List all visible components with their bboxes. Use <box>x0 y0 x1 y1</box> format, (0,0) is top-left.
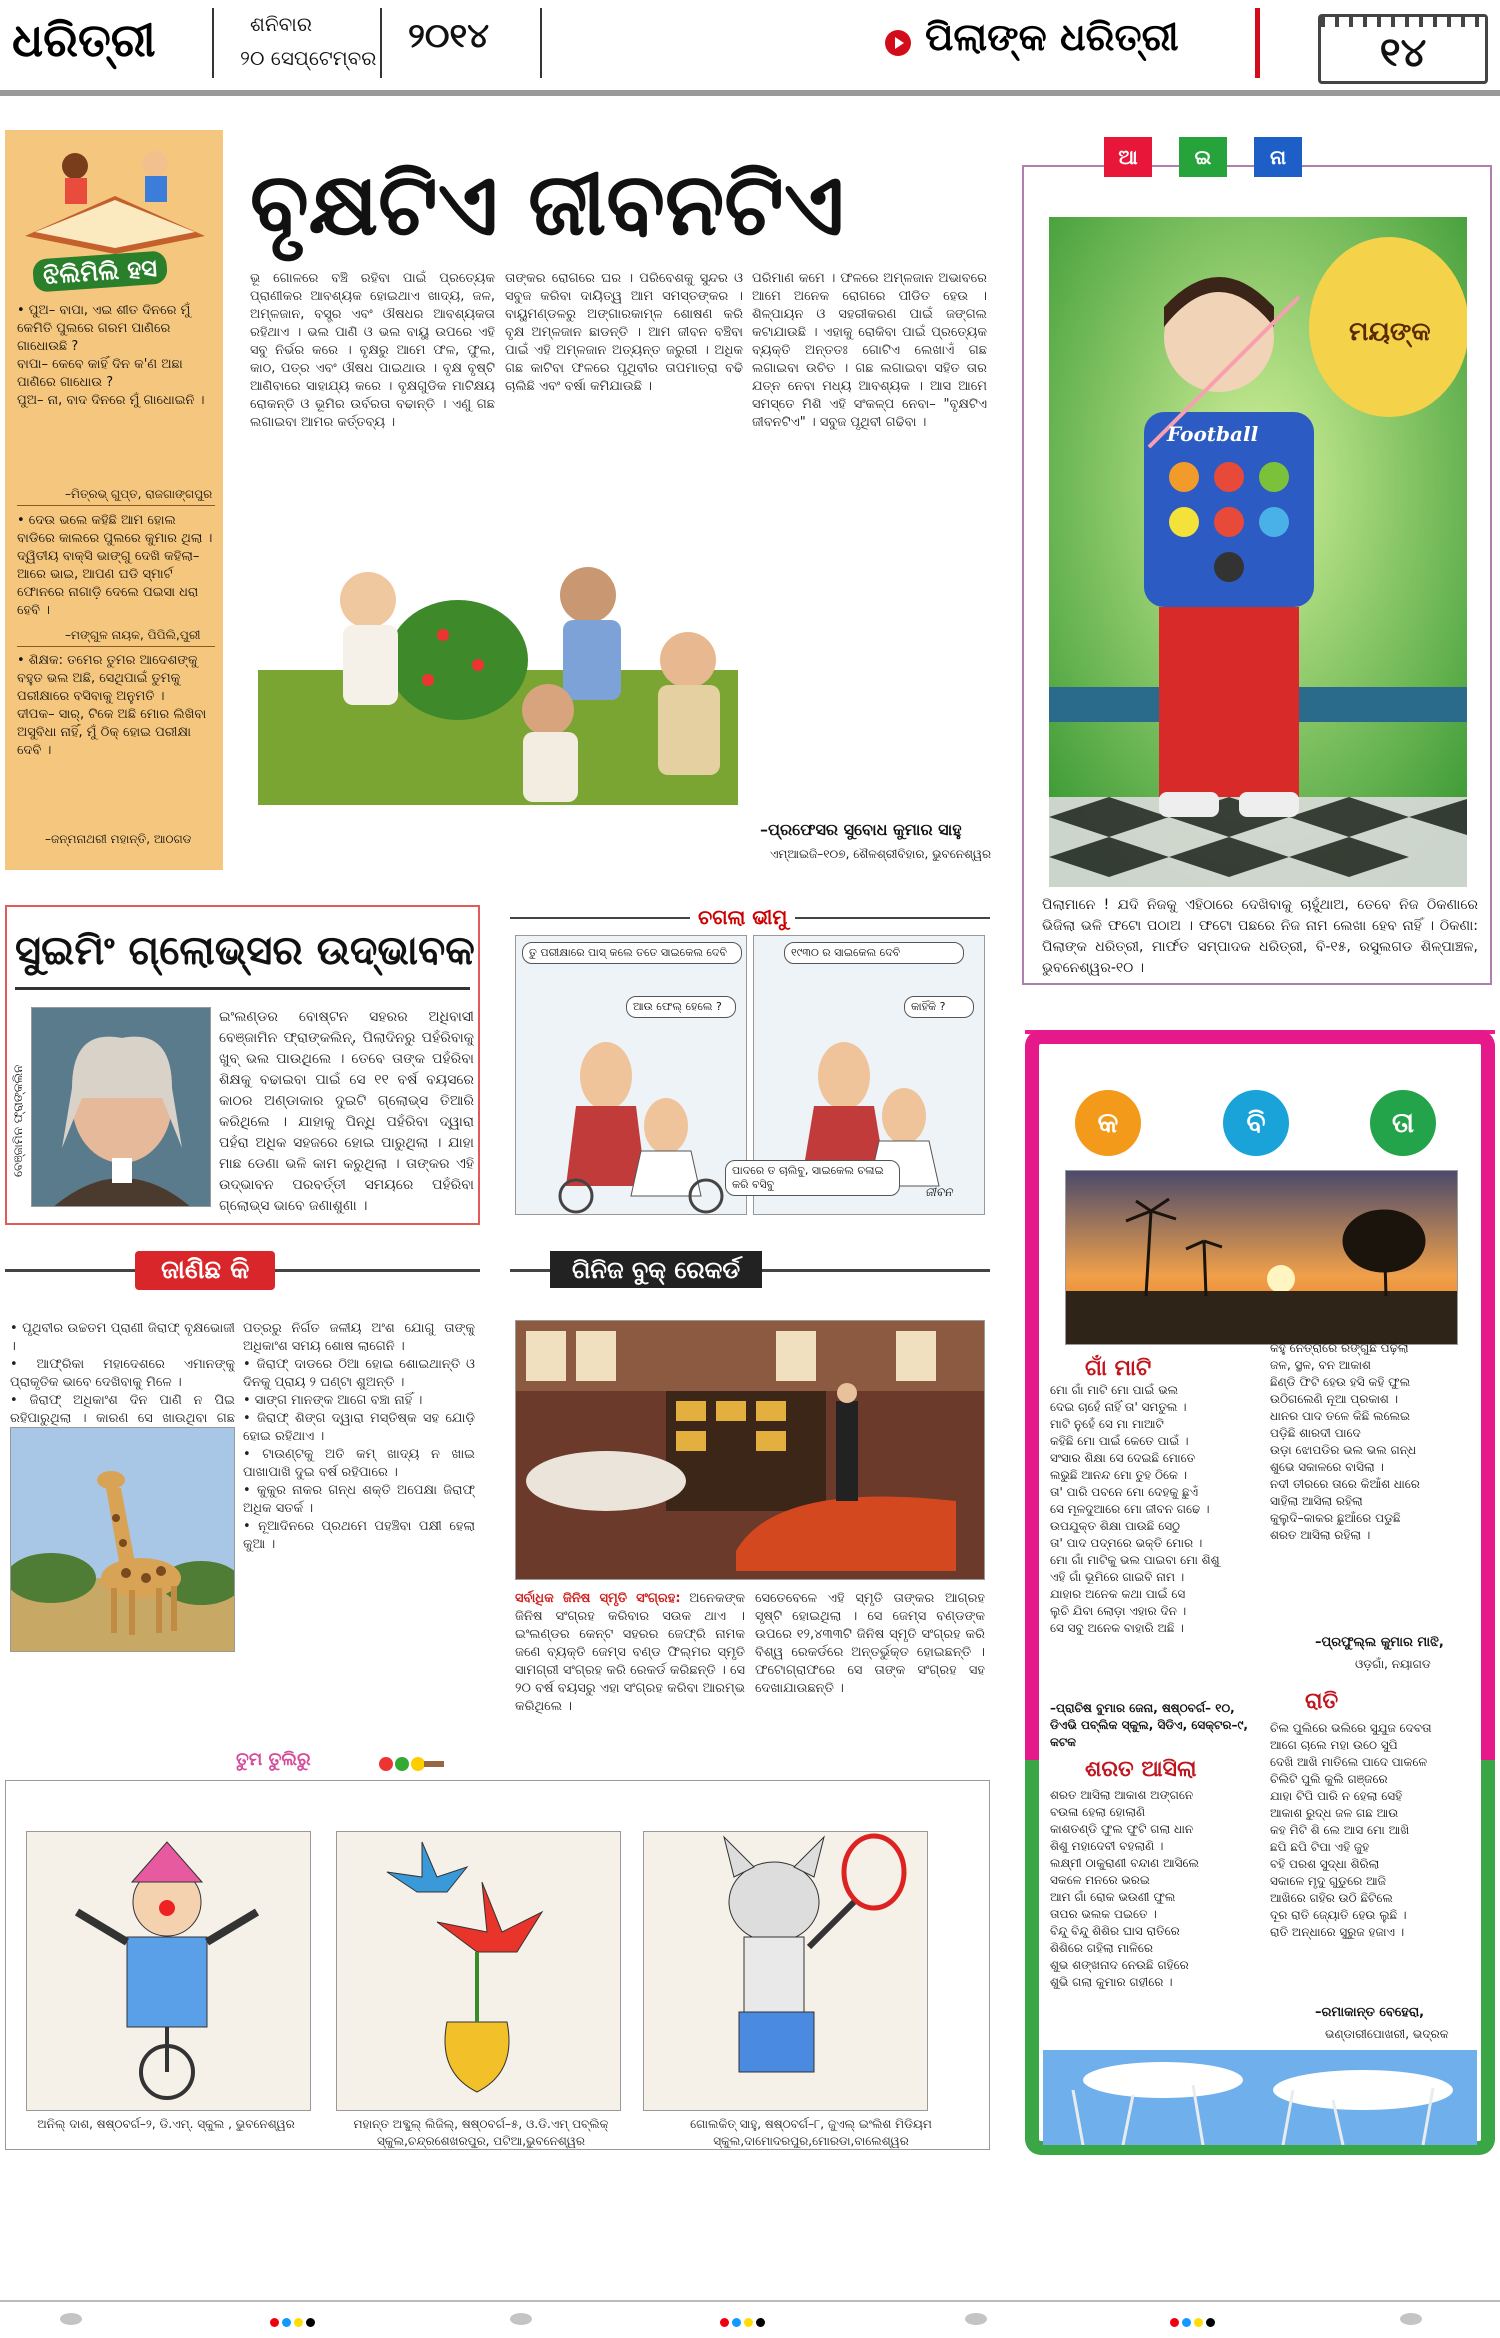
registration-mark <box>510 2313 532 2325</box>
masthead-day: ଶନିବାର <box>250 12 313 36</box>
poem-1-col-2: କହୁ ନେତ୍ରାରେ ରଙ୍ଗୁଛି ପଢ଼ିଲା ଜଳ, ସ୍ଥଳ, ବନ ଆକାଶ ଛିଣ୍ଡି ଫିଟି ହେଉ ହସି କହି ଫୁଲ ଉଠିଗଲେଣି ନୂଆ ପ୍ରକାଶ । ଧାନର ପାଦ ତଳେ କିଛି ଲଲେଇ ପଡ଼ିଛି ଶାରଦୀ ପାଦେ ଉଡ଼ା ଝୋପଡିର ଭଲ ଭଲ ଗନ୍ଧ ଶୁଭେ ସକାଳରେ ବାସିଲା । ନଦୀ ତୀରରେ ତାରେ କିଆଁଶ ଧାରେ ସାହିଲା ଆସିଲା ରହିଲା କୁଲୁଦି–କାକର ଛୁଆଁରେ ପଡୁଛି ଶରତ ଆସିଲା ରହିଲା । <box>1270 1341 1420 1542</box>
child-photo <box>1049 217 1467 887</box>
poem-1-title: ଗାଁ ମାଟି <box>1085 1355 1152 1381</box>
drawing-credit-3: ଗୋଲକିତ୍ ସାହୁ, ଷଷ୍ଠବର୍ଗ–୮, ଜୁଏଲ୍ ଇଂଲିଶ ମିଡିୟମ ସ୍କୁଲ,ଦାମୋଦରପୁର,ମୋରଡା,ବାଲେଶ୍ୱର <box>690 2117 932 2148</box>
inventor-headline: ସୁଇମିଂ ଗ୍ଲୋଭ୍ସର ଉଦ୍ଭାବକ <box>15 927 475 974</box>
bond-collection-photo <box>515 1320 985 1580</box>
jokes-panel <box>5 130 223 870</box>
aina-letter-3: ନା <box>1254 137 1302 177</box>
aina-letter-2: ଇ <box>1179 137 1227 177</box>
joke-3-credit: –ଜନ୍ମନାଥରୀ ମହାନ୍ତି, ଆଠଗଡ <box>45 832 192 846</box>
cartoon-bubble-3: ୧୯୩୦ ର ସାଇକେଲ ଦେବି <box>784 942 964 964</box>
guinness-col-1: ସର୍ବାଧିକ ଜିନିଷ ସ୍ମୃତି ସଂଗ୍ରହ: ଅନେକଙ୍କ ଜିନିଷ ସଂଗ୍ରହ କରିବାର ସଉକ ଥାଏ । ଇଂଲଣ୍ଡର କେନ୍ଟ ସହରର ଜେଫ୍ରି ନାମକ ଜଣେ ବ୍ୟକ୍ତି ଜେମ୍ସ ବଣ୍ଡ ଫିଲ୍ମର ସ୍ମୃତି ସାମଗ୍ରୀ ସଂଗ୍ରହ କରି ରେକର୍ଡ କରିଛନ୍ତି । ସେ ୨୦ ବର୍ଷ ବୟସରୁ ଏହା ସଂଗ୍ରହ କରିବା ଆରମ୍ଭ କରିଥିଲେ । <box>515 1591 745 1714</box>
joke-1: • ପୁଅ– ବାପା, ଏଇ ଶୀତ ଦିନରେ ମୁଁ କେମିତି ପୁଲରେ ଗରମ ପାଣିରେ ଗାଧୋଉଛି ? ବାପା– କେବେ କାହିଁ ଦିନ କ'ଣ ଅଛା ପାଣିରେ ଗାଧୋଉ ? ପୁଅ– ନା, ବାଦ ଦିନରେ ମୁଁ ଗାଧୋଇନି । <box>17 303 205 408</box>
poem-panel <box>1025 1030 1495 2155</box>
page-number: ୧୪ <box>1379 29 1427 76</box>
kabita-letter-1: କ <box>1075 1090 1141 1156</box>
poem-1-credit-address: ଓଡ଼ଗାଁ, ନୟାଗଡ <box>1355 1657 1431 1671</box>
masthead-logo: ଧରିତ୍ରୀ <box>12 13 156 67</box>
drawings-section <box>5 1749 990 2150</box>
guinness-lead: ସର୍ବାଧିକ ଜିନିଷ ସ୍ମୃତି ସଂଗ୍ରହ: <box>515 1591 681 1606</box>
giraffe-photo <box>10 1427 235 1652</box>
guinness-col-2: ସେତେବେଳେ ଏହି ସ୍ମୃତି ତାଙ୍କର ଆଗ୍ରହ ସୃଷ୍ଟି ହୋଇଥିଲା । ସେ ଜେମ୍ସ ବଣ୍ଡଙ୍କ ଉପରେ ୧୨,୪୩୩ଟି ଜିନିଷ ସ୍ମୃତି ସଂଗ୍ରହ କରି ବିଶ୍ୱ ରେକର୍ଡରେ ଅନ୍ତର୍ଭୁକ୍ତ ହୋଇଛନ୍ତି । ଫଟୋଗ୍ରାଫରେ ସେ ତାଙ୍କ ସଂଗ୍ରହ ସହ ଦେଖାଯାଉଛନ୍ତି । <box>755 1591 985 1696</box>
drawing-flower-vase <box>336 1831 621 2111</box>
trivia-col-1: • ପୃଥିବୀର ଉଚ୍ଚତମ ପ୍ରାଣୀ ଜିରାଫ୍ ବୃକ୍ଷଭୋଜୀ । • ଆଫ୍ରିକା ମହାଦେଶରେ ଏମାନଙ୍କୁ ପ୍ରାକୃତିକ ଭାବେ ଦେଖିବାକୁ ମିଳେ । • ଜିରାଫ୍ ଅଧିକାଂଶ ଦିନ ପାଣି ନ ପିଇ ରହିପାରୁଥିଲା । କାରଣ ସେ ଖାଉଥିବା ଗଛ <box>10 1321 235 1426</box>
trivia-col-2: ପତ୍ରରୁ ନିର୍ଗତ ଜଳୀୟ ଅଂଶ ଯୋଗୁ ତାଙ୍କୁ ଅଧିକାଂଶ ସମୟ ଶୋଷ ଲାଗେନି । • ଜିରାଫ୍ ଦାଡରେ ଠିଆ ହୋଇ ଶୋଇଥାନ୍ତି ଓ ଦିନକୁ ପ୍ରାୟ ୨ ଘଣ୍ଟା ଶୁଅନ୍ତି । • ସାଙ୍ଗ ମାନଙ୍କ ଆଗେ ବଞ୍ଚା ନାହିଁ । • ଜିରାଫ୍ ଶିଙ୍ଗ ଦ୍ୱାରା ମସ୍ତିଷ୍କ ସହ ଯୋଡ଼ି ହୋଇ ରହିଥାଏ । • ଟାଉଣ୍ଟକୁ ଅତି କମ୍ ଖାଦ୍ୟ ନ ଖାଇ ପାଖାପାଖି ଦୁଇ ବର୍ଷ ରହିପାରେ । • କୁକୁର ନାକର ଗନ୍ଧ ଶକ୍ତି ଅପେକ୍ଷା ଜିରାଫ୍ ଅଧିକ ସତର୍କ । • ନୂଆଦିନରେ ପ୍ରଥମେ ପହଞ୍ଚିବା ପକ୍ଷୀ ହେଲା କୁଆ । <box>243 1321 475 1552</box>
cartoon-title: ଚଗଲା ଭୀମୁ <box>690 905 795 929</box>
cartoon-bubble-4: କାହିଁକି ? <box>904 996 974 1018</box>
aina-caption: ପିଲାମାନେ ! ଯଦି ନିଜକୁ ଏହିଠାରେ ଦେଖିବାକୁ ଚାହୁଁଥାଅ, ତେବେ ନିଜ ଠିକଣାରେ ଭିଜିଲା ଭଳି ଫଟୋ ପଠାଅ । ଫଟୋ ପଛରେ ନିଜ ନାମ ଲେଖା ହେବ ନାହିଁ । ଠିକଣା: ପିଲାଙ୍କ ଧରିତ୍ରୀ, ମାର୍ଫତ ସମ୍ପାଦକ ଧରିତ୍ରୀ, ବି-୧୫, ରସୁଲଗଡ ଶିଳ୍ପାଞ୍ଚଳ, ଭୁବନେଶ୍ୱର-୧୦ । <box>1042 897 1478 976</box>
drawing-clown <box>26 1831 311 2111</box>
inventor-body: ଇଂଲଣ୍ଡର ବୋଷ୍ଟନ ସହରର ଅଧିବାସୀ ବେଞ୍ଜାମିନ ଫ୍ରାଙ୍କଲିନ୍, ପିଲାଦିନରୁ ପହଁରିବାକୁ ଖୁବ୍ ଭଲ ପାଉଥିଲେ । ତେବେ ତାଙ୍କ ପହଁରିବା ଶିକ୍ଷକୁ ବଢାଇବା ପାଇଁ ସେ ୧୧ ବର୍ଷ ବୟସରେ କାଠର ଅଣ୍ଡାକାର ଦୁଇଟି ଗ୍ଲୋଭ୍ସ ତିଆରି କରିଥିଲେ । ଯାହାକୁ ପିନ୍ଧି ପହଁରିବା ଦ୍ୱାରା ପହଁରା ଅଧିକ ସହଜରେ ହୋଇ ପାରୁଥିଲା । ଯାହା ମାଛ ଡେଣା ଭଳି କାମ କରୁଥିଲା । ତାଙ୍କର ଏହି ଉଦ୍ଭାବନ ପରବର୍ତ୍ତୀ ସମୟରେ ପହଁରିବା ଗ୍ଲୋଭ୍ସ ଭାବେ ଜଣାଶୁଣା । <box>219 1009 474 1214</box>
poem-1-credit: –ପ୍ରଫୁଲ୍ଲ କୁମାର ମାଝି, <box>1315 1635 1444 1650</box>
lead-author: –ପ୍ରଫେସର ସୁବୋଧ କୁମାର ସାହୁ <box>760 820 962 839</box>
kabita-letter-3: ତା <box>1370 1090 1436 1156</box>
franklin-portrait <box>31 1007 211 1207</box>
inventor-box <box>5 905 480 1225</box>
lead-col-2: ତାଙ୍କର ରୋଗରେ ଘର । ପରିବେଶକୁ ସୁନ୍ଦର ଓ ସବୁଜ କରିବା ଦାୟିତ୍ୱ ଆମ ସମସ୍ତଙ୍କର । ବାୟୁମଣ୍ଡଳରୁ ଅଙ୍ଗାରକାମ୍ଳ ଶୋଷଣ କରି ବୃକ୍ଷ ଅମ୍ଳଜାନ ଛାଡନ୍ତି । ଆମ ଜୀବନ ବଞ୍ଚିବା ପାଇଁ ଏହି ଅମ୍ଳଜାନ ଅତ୍ୟନ୍ତ ଜରୁରୀ । ଅଧିକ ଗଛ କାଟିବା ଫଳରେ ପୃଥିବୀର ତାପମାତ୍ରା ବଢି ଚାଲିଛି ଏବଂ ବର୍ଷା କମିଯାଉଛି । <box>505 271 743 394</box>
drawing-cat-racket <box>643 1831 928 2111</box>
joke-3: • ଶିକ୍ଷକ: ତମେର ତୁମର ଆଦେଶଙ୍କୁ ବହୁତ ଭଲ ଅଛି, ସେଥିପାଇଁ ତୁମକୁ ପରୀକ୍ଷାରେ ବସିବାକୁ ଅନୁମତି । ଦୀପକ– ସାର୍, ଟିକେ ଅଛି ମୋର ଲିଖିବା ଅସୁବିଧା ନାହିଁ, ମୁଁ ଠିକ୍ ହୋଇ ପରୀକ୍ଷା ଦେବି । <box>17 653 207 758</box>
registration-mark <box>60 2313 82 2325</box>
paintbrush-icon <box>376 1751 446 1777</box>
sunset-photo <box>1065 1170 1458 1345</box>
drawings-title: ତୁମ ତୁଲିରୁ <box>228 1749 319 1770</box>
color-bar <box>720 2312 768 2331</box>
poem-2-text: ଚିଲ ପୁଲିରେ ଭଲିରେ ସୁଯୁଜ ଦେବତା ଆଗେ ଚାଲେ ମହା ଉଠେ ସୁପି ଦେଖି ଆଖି ମାତିଲେ ପାଦେ ପାକଳେ ଚିଲିଟି ପୁଲି କୁଲି ଗଞ୍ଜରେ ଯାହା ଟିପି ପାରି ନ ହେଲା ସେହି ଆକାଶ ରୁଦ୍ଧ ଜଳ ଗଛ ଆଉ କହ ମିଟି ଶି ଲେ ଆସ ମୋ ଆଖି ଛପି ଛପି ଟିପା ଏହି ଜୁହ ବହି ପରଶ ସୁଦ୍ଧା ଶିରିଲା ସକାଳେ ମୃଦୁ ଗୁଡୁରେ ଆଜି ଆଖିରେ ଗହିର ଉଠି ଛିଟିଲେ ଦୂର ରାତି ଜ୍ୟୋତି ହେଉ ଲୁଛି । ରାତି ଅନ୍ଧାରେ ସୁରୁଜ ହଜାଏ । <box>1270 1721 1432 1939</box>
section-title: ପିଲାଙ୍କ ଧରିତ୍ରୀ <box>925 14 1179 59</box>
trivia-title: ଜାଣିଛ କି <box>135 1251 275 1290</box>
poem-2-credit-address: ଭଣ୍ଡାରୀପୋଖରୀ, ଭଦ୍ରକ <box>1325 2027 1449 2041</box>
cartoon-artist-signature: ଜୀବନ <box>925 1185 953 1199</box>
masthead-date: ୨୦ ସେପ୍ଟେମ୍ବର <box>240 46 377 70</box>
cartoon-panel-1 <box>515 935 747 1215</box>
lead-headline: ବୃକ୍ଷଟିଏ ଜୀବନଟିଏ <box>250 154 845 255</box>
drawing-credit-1: ଅନିଲ୍ ଦାଶ, ଷଷ୍ଠବର୍ଗ–୨, ଡି.ଏମ୍. ସ୍କୁଲ , ଭୁବନେଶ୍ୱର <box>37 2117 295 2131</box>
kash-flower-photo <box>1043 2050 1477 2145</box>
inventor-side-caption: ବେଞ୍ଜାମିନ ଫ୍ରାଙ୍କଲିନ <box>11 1064 25 1177</box>
poem-3-text: ଶରତ ଆସିଲା ଆକାଶ ଅଙ୍ଗନେ ବଉଳା ହେଲା ହୋଲାଣି କାଶତଣ୍ଡି ଫୁଲ ଫୁଟି ଗଲା ଧାନ ଶିଶୁ ମହାଦେବୀ ବହଲାଣି । ଲକ୍ଷ୍ମୀ ଠାକୁରାଣୀ ବନ୍ଦାଣ ଆସିଲେ ସକଳେ ମନରେ ଭରଇ ଆମ ଗାଁ ରୋକ ଭଉଣୀ ଫୁଲ ତାପର ଭଲକ ପଇତେ । ବିନ୍ଦୁ ବିନ୍ଦୁ ଶିଶିର ଘାସ ରାତିରେ ଶିଶିରେ ଗହିଲା ମାଳିରେ ଶୁଭ ଶଙ୍ଖନାଦ ନେଉଛି ଗହିରେ ଶୁଭି ଗଲା କୁମାର ଗହୀରେ । <box>1050 1788 1199 1989</box>
guinness-title: ଗିନିଜ ବୁକ୍ ରେକର୍ଡ <box>550 1251 762 1288</box>
cartoon-bubble-2: ଆଉ ଫେଲ୍ ହେଲେ ? <box>626 996 736 1018</box>
masthead <box>0 0 1500 100</box>
cartoon-bubble-1: ତୁ ପରୀକ୍ଷାରେ ପାସ୍ କଲେ ତତେ ସାଇକେଲ ଦେବି <box>522 942 742 964</box>
shirt-text: Football <box>1167 422 1259 446</box>
masthead-year: ୨୦୧୪ <box>408 16 490 56</box>
cartoon-box <box>510 905 990 1215</box>
poem-2-credit: –ରମାକାନ୍ତ ବେହେରା, <box>1315 2005 1425 2020</box>
trivia-section <box>5 1245 480 1655</box>
joke-2-credit: –ମଙ୍ଗୁଳ ନାୟକ, ପିପିଲି,ପୁରୀ <box>65 628 201 642</box>
poem-1-col-1: ମୋ ଗାଁ ମାଟି ମୋ ପାଇଁ ଭଲ ଦେଇ ଚାହେଁ ନାହିଁ ତା' ସମତୁଲ । ମାଟି ନୁହେଁ ସେ ମା ମାଆଟି କହିଛି ମୋ ପାଇଁ କେତେ ପାଇଁ । ସଂସାର ଶିକ୍ଷା ସେ ଦେଇଛି ମୋତେ ଲଭୁଛି ଆନନ୍ଦ ମୋ ତୁହ ଠିକେ । ତା' ପାରି ପବନେ ମୋ ଦେହକୁ ଛୁଏଁ ସେ ମୂଳଦୁଆରେ ମୋ ଜୀବନ ଗଢେ । ଉପଯୁକ୍ତ ଶିକ୍ଷା ପାଉଛି ସେଠୁ ତା' ପାଦ ପଦ୍ମରେ ଭକ୍ତି ମୋର । ମୋ ଗାଁ ମାଟିକୁ ଭଲ ପାଇବା ମୋ ଶିଶୁ ଏହି ଗାଁ ଭୂମିରେ ଗାଇବି ନାମ । ଯାହାର ଅନେକ କଥା ପାଇଁ ସେ ଲୁଚି ଯିବା ଲୋଡ଼ା ଏହାର ଦିନ । ସେ ସବୁ ଅନେକ ବାହାରି ଅଛି । <box>1050 1383 1220 1635</box>
registration-mark <box>965 2313 987 2325</box>
aina-panel <box>1022 145 1492 985</box>
cartoon-bubble-5: ପାଦରେ ତ ଚାଲିବୁ, ସାଇକେଲ ଚଳାଇ କରି ବସିବୁ <box>725 1160 900 1196</box>
jokes-title: ଝିଲିମିଲି ହସ <box>32 250 168 292</box>
registration-mark <box>1400 2313 1422 2325</box>
joke-2: • ଦେଉ ଭଲେ କହିଛି ଆମ ହୋଲ ବାଡିରେ କାଲରେ ପୁଲରେ କୁମାର ଥିଲା । ଦ୍ୱିତୀୟ ବାକ୍ସି ଭାଙ୍ଗୁ ଦେଖି କହିଲା– ଆରେ ଭାଇ, ଆପଣ ଘଡି ସ୍ମାର୍ଟ ଫୋନରେ ନାଗାଡ଼ି ଦେଲେ ପଇସା ଧରା ହେବି । <box>17 513 213 618</box>
child-name: ମୟଙ୍କ <box>1349 317 1431 347</box>
lead-address: ଏମ୍‌ଆଇଜି–୧୦୭, ଶୈଳଶ୍ରୀବିହାର, ଭୁବନେଶ୍ୱର <box>770 847 992 861</box>
poem-3-title: ଶରତ ଆସିଲା <box>1085 1756 1197 1782</box>
lead-col-3: ପରିମାଣ କମେ । ଫଳରେ ଅମ୍ଳଜାନ ଅଭାବରେ ଆମେ ଅନେକ ରୋଗରେ ପୀଡିତ ହେଉ । ଶିଳ୍ପାୟନ ଓ ସହରୀକରଣ ପାଇଁ ଜଙ୍ଗଲ କଟାଯାଉଛି । ଏହାକୁ ରୋକିବା ପାଇଁ ପ୍ରତ୍ୟେକ ବ୍ୟକ୍ତି ଅନ୍ତତଃ ଗୋଟିଏ ଲେଖାଏଁ ଗଛ ଲଗାଇବା ଉଚିତ । ଗଛ ଲଗାଇବା ସହିତ ତାର ଯତ୍ନ ନେବା ମଧ୍ୟ ଆବଶ୍ୟକ । ଆସ ଆମେ ସମସ୍ତେ ମିଶି ଏହି ସଂକଳ୍ପ ନେବା– "ବୃକ୍ଷଟିଏ ଜୀବନଟିଏ" । ସବୁଜ ପୃଥିବୀ ଗଢିବା । <box>752 271 987 430</box>
kabita-letter-2: ବି <box>1223 1090 1289 1156</box>
poem-2-title: ରାତି <box>1305 1688 1339 1714</box>
color-bar <box>1170 2312 1218 2331</box>
children-planting-photo <box>258 540 738 805</box>
color-bar <box>270 2312 318 2331</box>
reading-kids-illustration <box>15 136 215 256</box>
student-poem-credit: –ପ୍ରାଚିଷ ବୁମାର ଜେନା, ଷଷ୍ଠବର୍ଗ– ୧୦, ଡିଏଭି ପବ୍ଲିକ ସ୍କୁଲ, ସିଡିଏ, ସେକ୍ଟର–୯, କଟକ <box>1050 1701 1248 1749</box>
lead-col-1: ଭୂ ଗୋଳରେ ବଞ୍ଚି ରହିବା ପାଇଁ ପ୍ରତ୍ୟେକ ପ୍ରାଣୀକର ଆବଶ୍ୟକ ହୋଇଥାଏ ଖାଦ୍ୟ, ଜଳ, ଅମ୍ଳଜାନ, ବସ୍ତ୍ର ଏବଂ ଔଷଧର ଆବଶ୍ୟକତା ରହିଥାଏ । ଭଲ ପାଣି ଓ ଭଲ ବାୟୁ ଉପରେ ଏହି ସବୁ ନିର୍ଭର କରେ । ବୃକ୍ଷରୁ ଆମେ ଫଳ, ଫୁଲ, କାଠ, ପତ୍ର ଏବଂ ଔଷଧ ପାଇଥାଉ । ବୃକ୍ଷ ବୃଷ୍ଟି ଆଣିବାରେ ସାହାଯ୍ୟ କରେ । ବୃକ୍ଷଗୁଡିକ ମାଟିକ୍ଷୟ ରୋକନ୍ତି ଓ ଭୂମିର ଉର୍ବରତା ବଢାନ୍ତି । ଏଣୁ ଗଛ ଲଗାଇବା ଆମର କର୍ତ୍ତବ୍ୟ । <box>250 271 495 430</box>
play-icon <box>885 30 911 56</box>
drawing-credit-2: ମହାନ୍ତ ଅବ୍ଦୁଲ୍ ଲିଜିଲ୍, ଷଷ୍ଠବର୍ଗ–୫, ଓ.ଡି.ଏମ୍ ପବ୍ଲିକ୍ ସ୍କୁଲ,ଚନ୍ଦ୍ରଶେଖରପୁର, ପଟିଆ,ଭୁବନେଶ୍ୱର <box>353 2117 609 2148</box>
aina-letter-1: ଆ <box>1104 137 1152 177</box>
guinness-section <box>510 1245 990 1765</box>
calendar-page-number <box>1318 14 1488 84</box>
joke-1-credit: –ମିତ୍ରଭ୍ ଗୁପ୍ତ, ରାଜଗାଙ୍ଗପୁର <box>65 487 213 501</box>
